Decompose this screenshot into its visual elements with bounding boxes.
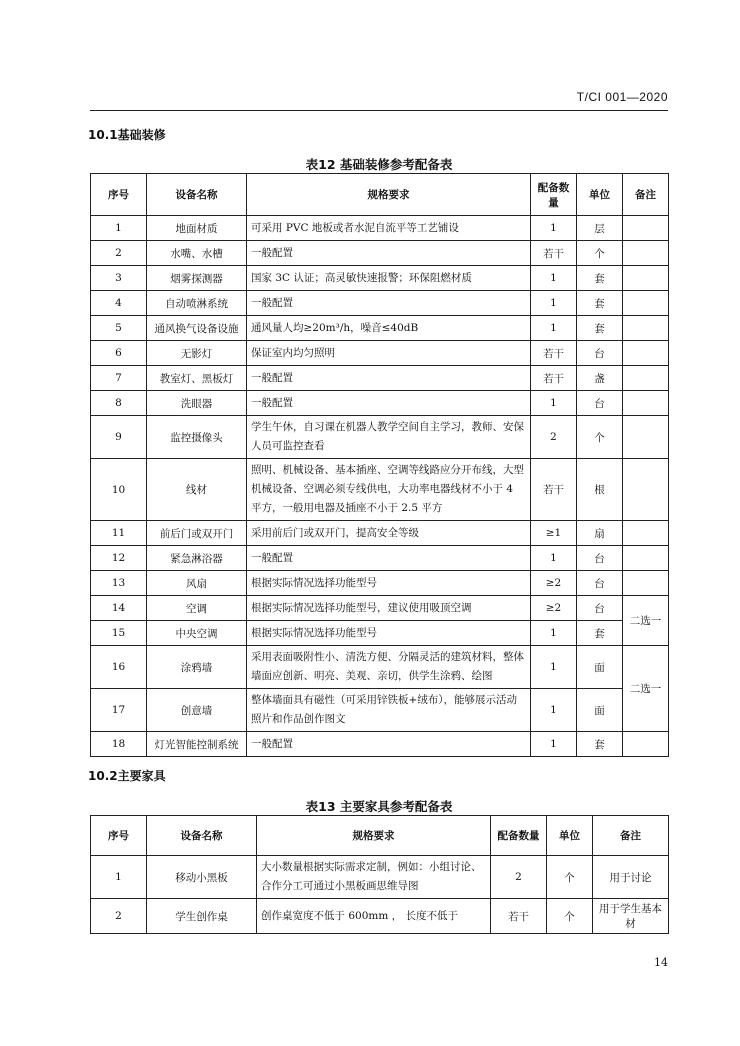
cell-unit: 根 — [577, 459, 623, 521]
cell-remark — [623, 316, 669, 341]
cell-spec: 国家 3C 认证；高灵敏快速报警；环保阻燃材质 — [247, 266, 531, 291]
table-row — [91, 571, 669, 596]
cell-name: 前后门或双开门 — [147, 521, 247, 546]
cell-index: 7 — [91, 366, 147, 391]
cell-remark — [623, 416, 669, 459]
cell-index: 15 — [91, 621, 147, 646]
cell-name: 灯光智能控制系统 — [147, 732, 247, 757]
table-row — [91, 899, 669, 934]
cell-spec: 大小数量根据实际需求定制，例如：小组讨论、合作分工可通过小黑板画思维导图 — [257, 856, 491, 899]
table-row — [91, 291, 669, 316]
cell-remark-ac-choice: 二选一 — [623, 596, 669, 646]
cell-index: 16 — [91, 646, 147, 689]
cell-unit: 扇 — [577, 521, 623, 546]
cell-name: 洗眼器 — [147, 391, 247, 416]
table12-header-row — [91, 174, 669, 216]
cell-index: 5 — [91, 316, 147, 341]
cell-spec: 学生午休，自习课在机器人教学空间自主学习，教师、安保人员可监控查看 — [247, 416, 531, 459]
cell-quantity: 若干 — [531, 341, 577, 366]
table-row — [91, 621, 669, 646]
cell-unit: 面 — [577, 689, 623, 732]
cell-remark — [623, 216, 669, 241]
table12-caption: 表12 基础装修参考配备表 — [305, 157, 453, 172]
cell-remark-wall-choice: 二选一 — [623, 646, 669, 732]
table-row — [91, 646, 669, 689]
cell-quantity: 1 — [531, 291, 577, 316]
table-row — [91, 241, 669, 266]
cell-quantity: 1 — [531, 266, 577, 291]
cell-unit: 层 — [577, 216, 623, 241]
cell-name: 自动喷淋系统 — [147, 291, 247, 316]
cell-index: 1 — [91, 216, 147, 241]
table-row — [91, 546, 669, 571]
cell-unit: 套 — [577, 732, 623, 757]
cell-unit: 套 — [577, 266, 623, 291]
cell-name: 紧急淋浴器 — [147, 546, 247, 571]
cell-index: 6 — [91, 341, 147, 366]
cell-quantity: 1 — [531, 621, 577, 646]
cell-name: 中央空调 — [147, 621, 247, 646]
col-header-remark: 备注 — [623, 174, 669, 216]
cell-index: 8 — [91, 391, 147, 416]
col-header-quantity: 配备数量 — [491, 816, 547, 856]
cell-quantity: 若干 — [491, 899, 547, 934]
cell-spec: 采用表面吸附性小、清洗方便、分隔灵活的建筑材料，整体墙面应创新、明亮、美观、亲切，供学生涂鸦、绘图 — [247, 646, 531, 689]
table13-caption: 表13 主要家具参考配备表 — [305, 799, 453, 814]
cell-quantity: 若干 — [531, 459, 577, 521]
cell-remark: 用于讨论 — [593, 856, 669, 899]
cell-name: 空调 — [147, 596, 247, 621]
cell-index: 11 — [91, 521, 147, 546]
cell-quantity: 1 — [531, 646, 577, 689]
cell-index: 9 — [91, 416, 147, 459]
cell-name: 风扇 — [147, 571, 247, 596]
cell-unit: 套 — [577, 291, 623, 316]
table-row — [91, 366, 669, 391]
col-header-index: 序号 — [91, 816, 147, 856]
col-header-name: 设备名称 — [147, 816, 257, 856]
col-header-spec: 规格要求 — [257, 816, 491, 856]
cell-index: 17 — [91, 689, 147, 732]
table-row — [91, 341, 669, 366]
cell-name: 线材 — [147, 459, 247, 521]
cell-index: 14 — [91, 596, 147, 621]
cell-quantity: ≥1 — [531, 521, 577, 546]
header-rule — [90, 110, 668, 111]
table-row — [91, 316, 669, 341]
col-header-index: 序号 — [91, 174, 147, 216]
cell-spec: 创作桌宽度不低于 600mm ， 长度不低于 — [257, 899, 491, 934]
cell-remark — [623, 391, 669, 416]
cell-spec: 整体墙面具有磁性（可采用锌铁板+绒布），能够展示活动照片和作品创作图文 — [247, 689, 531, 732]
cell-quantity: 1 — [531, 216, 577, 241]
col-header-name: 设备名称 — [147, 174, 247, 216]
col-header-unit: 单位 — [577, 174, 623, 216]
cell-unit: 个 — [577, 416, 623, 459]
cell-unit: 套 — [577, 621, 623, 646]
table-row — [91, 732, 669, 757]
document-code: T/CI 001—2020 — [576, 90, 668, 104]
section-heading-basic-decoration: 10.1基础装修 — [88, 128, 166, 142]
col-header-remark: 备注 — [593, 816, 669, 856]
cell-spec: 根据实际情况选择功能型号 — [247, 621, 531, 646]
cell-remark — [623, 291, 669, 316]
cell-index: 3 — [91, 266, 147, 291]
cell-quantity: ≥2 — [531, 571, 577, 596]
cell-quantity: ≥2 — [531, 596, 577, 621]
cell-name: 水嘴、水槽 — [147, 241, 247, 266]
table-row — [91, 459, 669, 521]
cell-index: 2 — [91, 899, 147, 934]
cell-index: 10 — [91, 459, 147, 521]
cell-spec: 采用前后门或双开门，提高安全等级 — [247, 521, 531, 546]
cell-unit: 台 — [577, 546, 623, 571]
cell-index: 13 — [91, 571, 147, 596]
cell-spec: 通风量人均≥20m³/h，噪音≤40dB — [247, 316, 531, 341]
cell-quantity: 1 — [531, 546, 577, 571]
cell-spec: 一般配置 — [247, 546, 531, 571]
cell-quantity: 1 — [531, 391, 577, 416]
col-header-spec: 规格要求 — [247, 174, 531, 216]
cell-unit: 台 — [577, 391, 623, 416]
table12-basic-decoration — [90, 173, 669, 757]
cell-unit: 个 — [547, 856, 593, 899]
cell-remark — [623, 366, 669, 391]
table-row — [91, 416, 669, 459]
cell-remark: 用于学生基本材 — [593, 899, 669, 934]
cell-name: 地面材质 — [147, 216, 247, 241]
cell-quantity: 2 — [491, 856, 547, 899]
cell-name: 移动小黑板 — [147, 856, 257, 899]
cell-index: 4 — [91, 291, 147, 316]
cell-unit: 面 — [577, 646, 623, 689]
cell-quantity: 1 — [531, 689, 577, 732]
table-row — [91, 521, 669, 546]
page-number: 14 — [654, 956, 668, 969]
cell-name: 创意墙 — [147, 689, 247, 732]
table13-main-furniture — [90, 815, 669, 934]
cell-index: 2 — [91, 241, 147, 266]
cell-quantity: 若干 — [531, 366, 577, 391]
cell-remark — [623, 521, 669, 546]
table13-header-row — [91, 816, 669, 856]
cell-name: 烟雾探测器 — [147, 266, 247, 291]
cell-index: 18 — [91, 732, 147, 757]
table-row — [91, 216, 669, 241]
section-heading-main-furniture: 10.2主要家具 — [88, 769, 166, 783]
cell-remark — [623, 341, 669, 366]
cell-remark — [623, 459, 669, 521]
cell-spec: 保证室内均匀照明 — [247, 341, 531, 366]
cell-spec: 一般配置 — [247, 366, 531, 391]
table-row — [91, 689, 669, 732]
cell-spec: 一般配置 — [247, 291, 531, 316]
table-row — [91, 391, 669, 416]
cell-unit: 台 — [577, 571, 623, 596]
cell-index: 1 — [91, 856, 147, 899]
cell-spec: 根据实际情况选择功能型号 — [247, 571, 531, 596]
cell-unit: 套 — [577, 316, 623, 341]
cell-quantity: 若干 — [531, 241, 577, 266]
cell-index: 12 — [91, 546, 147, 571]
table-row — [91, 596, 669, 621]
cell-name: 涂鸦墙 — [147, 646, 247, 689]
cell-name: 学生创作桌 — [147, 899, 257, 934]
cell-unit: 个 — [547, 899, 593, 934]
cell-remark — [623, 546, 669, 571]
cell-spec: 一般配置 — [247, 241, 531, 266]
cell-spec: 可采用 PVC 地板或者水泥自流平等工艺铺设 — [247, 216, 531, 241]
cell-quantity: 2 — [531, 416, 577, 459]
cell-remark — [623, 241, 669, 266]
cell-spec: 照明、机械设备、基本插座、空调等线路应分开布线，大型机械设备、空调必须专线供电，大功率电器线材不小于 4 平方，一般用电器及插座不小于 2.5 平方 — [247, 459, 531, 521]
cell-name: 监控摄像头 — [147, 416, 247, 459]
cell-unit: 个 — [577, 241, 623, 266]
table-row — [91, 856, 669, 899]
cell-remark — [623, 571, 669, 596]
cell-unit: 台 — [577, 341, 623, 366]
col-header-unit: 单位 — [547, 816, 593, 856]
cell-name: 无影灯 — [147, 341, 247, 366]
cell-unit: 盏 — [577, 366, 623, 391]
cell-quantity: 1 — [531, 316, 577, 341]
cell-remark — [623, 266, 669, 291]
cell-spec: 一般配置 — [247, 391, 531, 416]
cell-spec: 一般配置 — [247, 732, 531, 757]
cell-name: 通风换气设备设施 — [147, 316, 247, 341]
cell-spec: 根据实际情况选择功能型号，建议使用吸顶空调 — [247, 596, 531, 621]
table-row — [91, 266, 669, 291]
col-header-quantity: 配备数量 — [531, 174, 577, 216]
cell-quantity: 1 — [531, 732, 577, 757]
cell-name: 教室灯、黑板灯 — [147, 366, 247, 391]
cell-remark — [623, 732, 669, 757]
cell-unit: 台 — [577, 596, 623, 621]
